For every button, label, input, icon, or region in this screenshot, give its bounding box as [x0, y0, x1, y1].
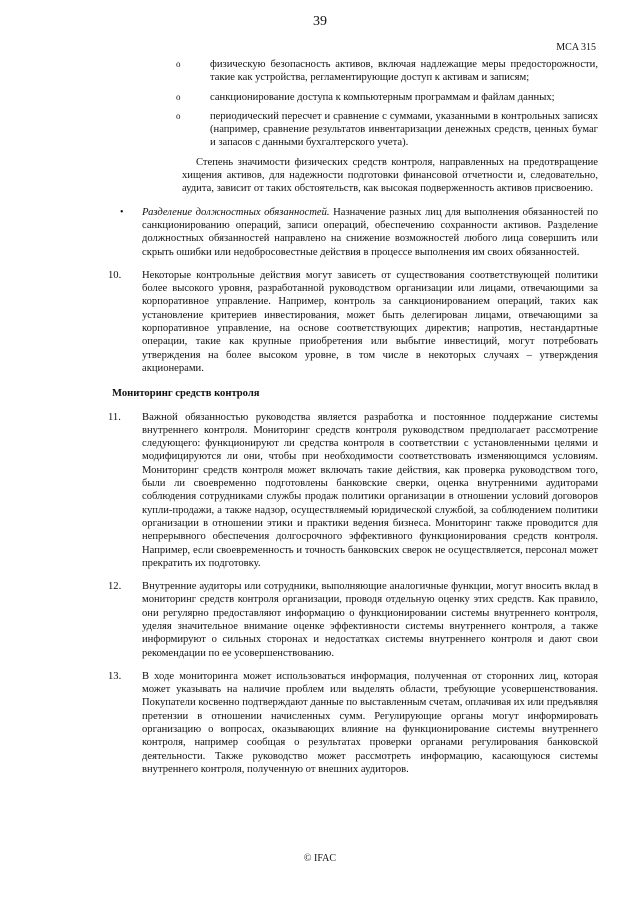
- paragraph-number: 12.: [108, 581, 122, 593]
- significance-paragraph: Степень значимости физических средств контроля, направленных на предотвращение хищения активов, для надежности подготовки финансовой отчетности и, следовательно, аудита, зависит от таких обстоятельств, как высокая подверженность активов присвоению.: [182, 156, 598, 195]
- paragraph-text: Некоторые контрольные действия могут зависеть от существования соответствующей политики более высокого уровня, разработанной руководством организации или лицами, отвечающими за корпоративное управление. Например, контроль за санкционированием операций, таких как установление критериев инвестирования, может быть делегирован лицами, отвечающими за корпоративное управление, на основе соответствующих директив; напротив, нестандартные операции, такие как крупные приобретения или выбытие инвестиций, могут потребовать утверждения на более высоком уровне, в том числе в некоторых случаях – утверждения акционерами.: [142, 269, 598, 374]
- bullet-icon: •: [120, 206, 124, 218]
- paragraph-number: 13.: [108, 670, 122, 682]
- paragraph-text: Внутренние аудиторы или сотрудники, выполняющие аналогичные функции, могут вносить вклад в мониторинг средств контроля организации, проводя отдельную оценку этих средств. Как правило, они регулярно предоставляют информацию о функционировании системы внутреннего контроля, уделяя значительное внимание оценке эффективности системы внутреннего контроля, а также информируют о сильных сторонах и недостатках системы внутреннего контроля и дают свои рекомендации по ее усовершенствованию.: [142, 581, 598, 659]
- paragraph-11: [108, 411, 598, 571]
- circle-bullet-icon: o: [176, 59, 181, 69]
- paragraph-text: Важной обязанностью руководства является разработка и постоянное поддержание системы внутреннего контроля. Мониторинг средств контроля руководством предполагает рассмотрение следующего: функционируют ли средства контроля в соответствии с установленными целями и модифицируются ли они, чтобы при необходимости соответствовать изменяющимся условиям. Мониторинг средств контроля может включать такие действия, как проверка руководством того, были ли своевременно подготовлены банковские сверки, оценка внутренними аудиторами соблюдения сотрудниками службы продаж политики организации в отношении условий договоров купли-продажи, а также надзор, осуществляемый юридической службой, за соблюдением политики организации в отношении этики и практики ведения бизнеса. Мониторинг также проводится для непрерывного обеспечения долгосрочного эффективного функционирования средств контроля. Например, если своевременность и точность банковских сверок не осуществляется, персонал может прекратить их подготовку.: [142, 411, 598, 569]
- list-item-text: санкционирование доступа к компьютерным программам и файлам данных;: [210, 91, 555, 103]
- bullet-item-segregation: [112, 206, 598, 259]
- paragraph-13: [108, 670, 598, 776]
- list-item: [112, 58, 598, 85]
- paragraph-number: 10.: [108, 269, 122, 281]
- paragraph-10: [108, 269, 598, 375]
- footer-copyright: © IFAC: [303, 853, 337, 864]
- bullet-item-title: Разделение должностных обязанностей.: [142, 206, 330, 218]
- list-item: [112, 110, 598, 150]
- page-number: 39: [313, 14, 327, 29]
- paragraph-number: 11.: [108, 411, 121, 423]
- paragraph-12: [108, 580, 598, 660]
- list-item-text: периодический пересчет и сравнение с суммами, указанными в контрольных записях (например, сравнение результатов инвентаризации денежных средств, ценных бумаг и запасов с данными бухгалтерского учета).: [210, 110, 598, 149]
- circle-bullet-icon: o: [176, 110, 181, 121]
- document-code: MCA 315: [556, 42, 596, 53]
- list-item: [112, 91, 598, 104]
- list-item-text: физическую безопасность активов, включая надлежащие меры предосторожности, такие как устройства, регламентирующие доступ к активам и записям;: [210, 59, 598, 84]
- document-body: [108, 58, 598, 786]
- section-heading: Мониторинг средств контроля: [112, 388, 260, 400]
- circle-bullet-icon: o: [176, 91, 181, 102]
- paragraph-text: В ходе мониторинга может использоваться информация, полученная от сторонних лиц, которая может указывать на наличие проблем или выделять области, требующие усовершенствования. Покупатели косвенно подтверждают данные по выставленным счетам, оплачивая их или предъявляя претензии в отношении начисленных сумм. Регулирующие органы могут информировать организацию о вопросах, оказывающих влияние на функционирование системы внутреннего контроля, например сообщая о результатах проверки органами регулирования банковской деятельности. Также руководство может рассмотреть информацию, касающуюся системы внутреннего контроля, полученную от внешних аудиторов.: [142, 670, 598, 775]
- bullet-item-text: Назначение разных лиц для выполнения обязанностей по санкционированию операций, записи операций, обеспечению сохранности активов. Разделение должностных обязанностей направлено на снижение возможностей любого лица совершить или скрыть ошибки или недобросовестные действия в процессе выполнения им своих обязанностей.: [142, 206, 598, 258]
